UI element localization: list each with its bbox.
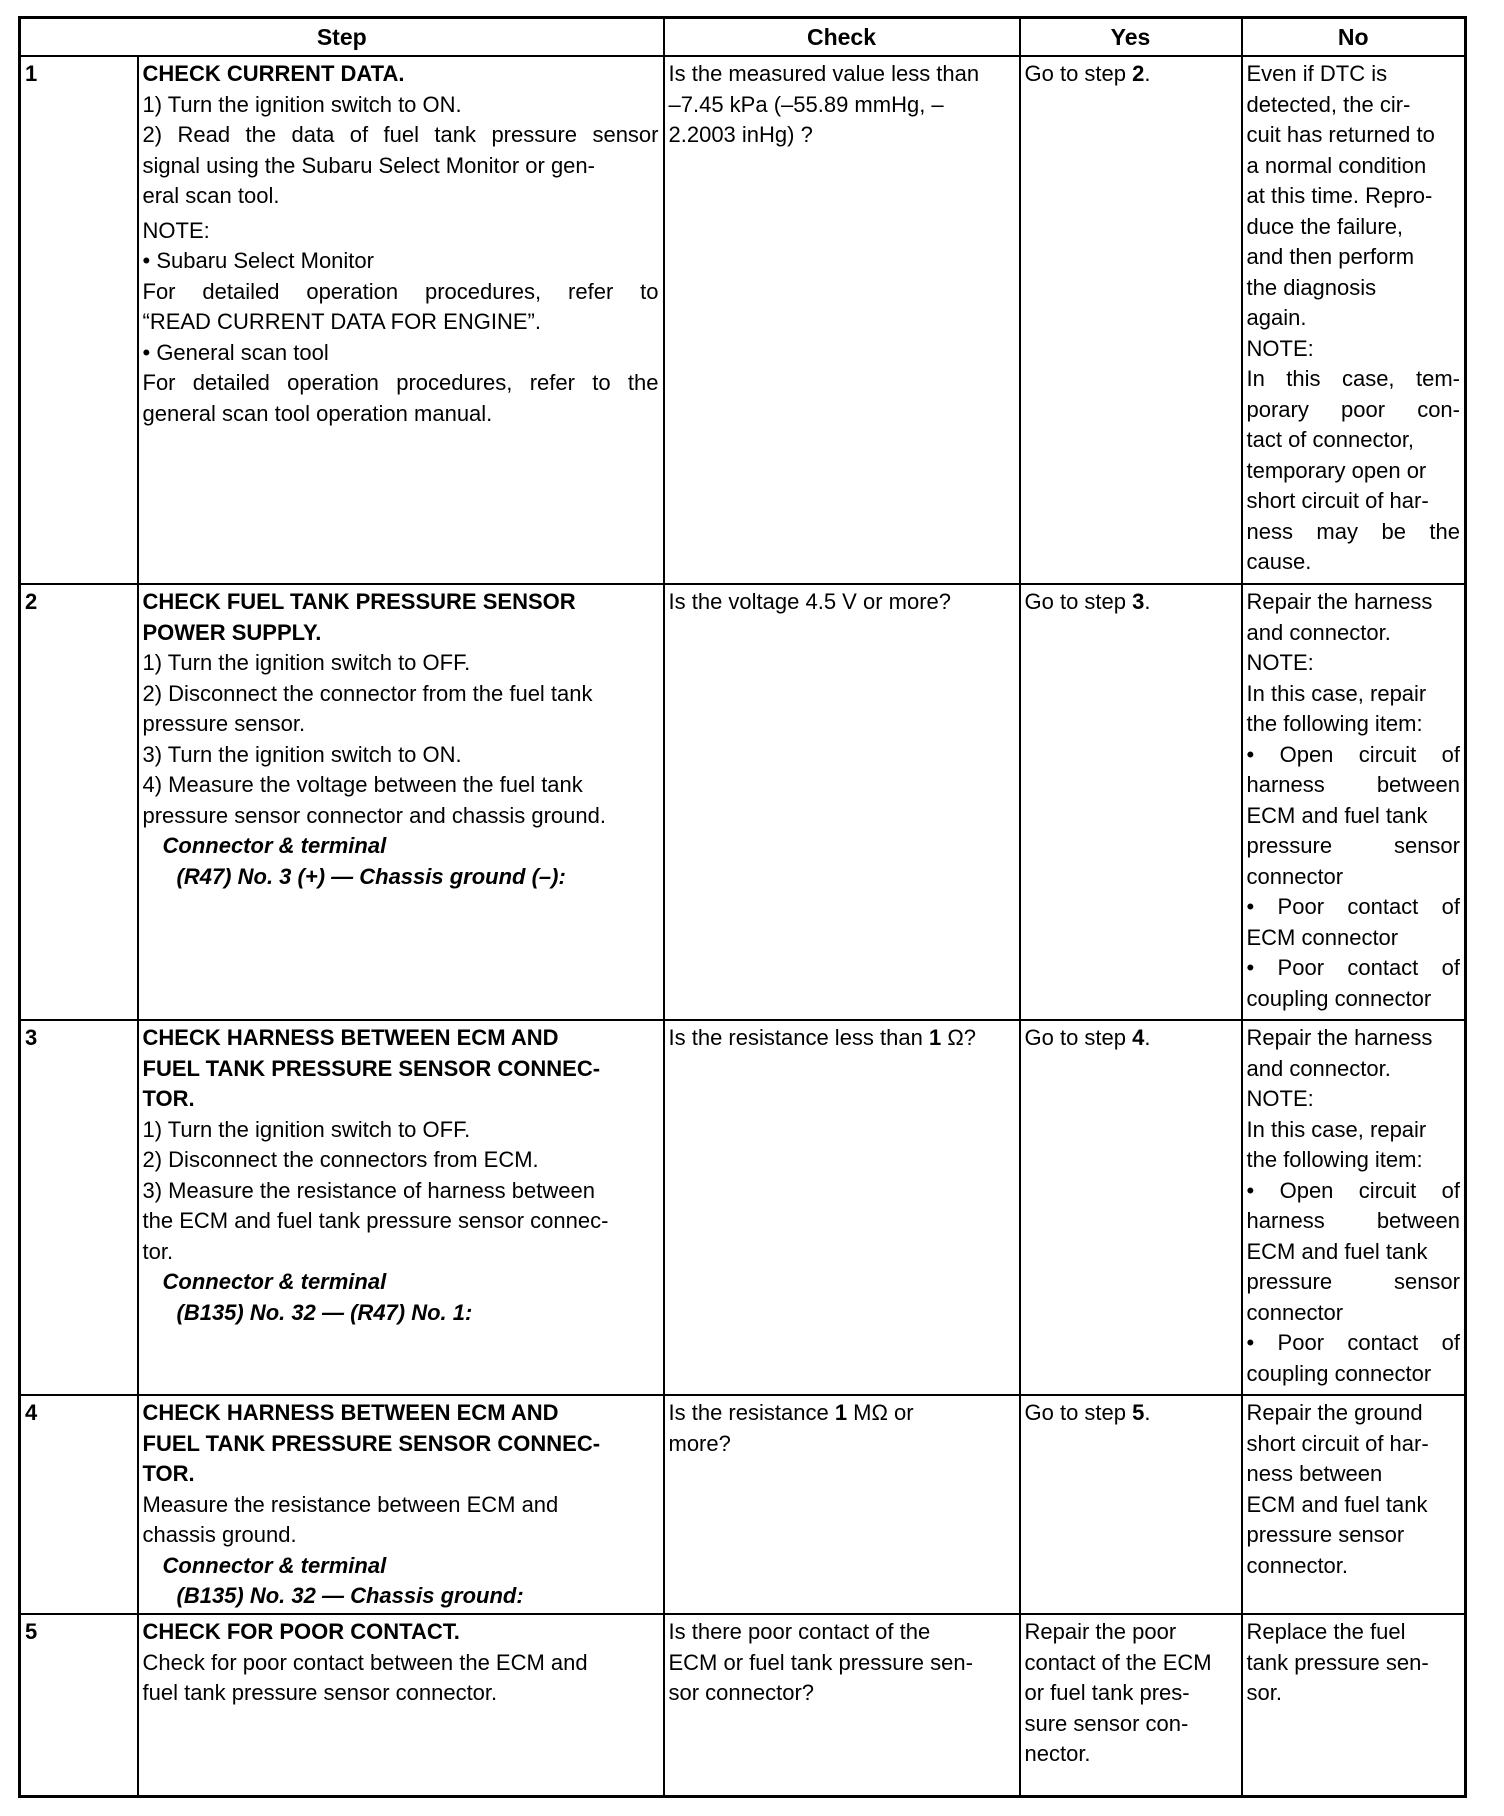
step-line: signal using the Subaru Select Monitor or gen- bbox=[142, 152, 595, 178]
no-note-line: ness may be the bbox=[1246, 518, 1460, 544]
check-line: sor connector? bbox=[668, 1680, 815, 1705]
step-line: tor. bbox=[142, 1238, 174, 1264]
step-line: 2) Disconnect the connectors from ECM. bbox=[142, 1147, 539, 1172]
check-cell bbox=[664, 584, 1020, 1020]
terminal-label: Connector & terminal bbox=[162, 1269, 387, 1294]
step-line: 1) Turn the ignition switch to OFF. bbox=[142, 650, 471, 675]
check-line: Is the measured value less than bbox=[668, 61, 980, 86]
no-line: cuit has returned to bbox=[1246, 122, 1435, 147]
check-suffix: Ω? bbox=[941, 1025, 977, 1050]
no-line: Repair the ground bbox=[1246, 1400, 1423, 1425]
no-line: ECM and fuel tank bbox=[1246, 1491, 1428, 1517]
terminal-spec: (B135) No. 32 — (R47) No. 1: bbox=[176, 1299, 473, 1325]
yes-line: or fuel tank pres- bbox=[1024, 1680, 1190, 1705]
no-note-label: NOTE: bbox=[1246, 335, 1314, 361]
table-row-step-2 bbox=[20, 584, 1466, 1020]
header-no: No bbox=[1242, 18, 1466, 57]
no-note-line: harness between bbox=[1246, 772, 1460, 797]
check-line: 2.2003 inHg) ? bbox=[668, 122, 813, 147]
no-note-line: In this case, repair bbox=[1246, 680, 1427, 706]
no-line: short circuit of har- bbox=[1246, 1430, 1429, 1456]
step-title: FUEL TANK PRESSURE SENSOR CONNEC- bbox=[142, 1055, 601, 1081]
step-line: 2) Read the data of fuel tank pressure sensor bbox=[142, 122, 659, 147]
no-note-line: temporary open or bbox=[1246, 457, 1427, 483]
no-note-line: pressure sensor bbox=[1246, 833, 1460, 858]
table-row-step-1 bbox=[20, 56, 1466, 584]
no-note-line: connector bbox=[1246, 863, 1344, 889]
yes-suffix: . bbox=[1144, 1400, 1151, 1425]
step-line: 2) Disconnect the connector from the fuel tank bbox=[142, 680, 593, 706]
note-line: general scan tool operation manual. bbox=[142, 400, 493, 426]
check-line: Is there poor contact of the bbox=[668, 1619, 931, 1644]
no-line: ness between bbox=[1246, 1461, 1383, 1486]
no-note-label: NOTE: bbox=[1246, 1086, 1314, 1111]
check-cell bbox=[664, 1020, 1020, 1395]
terminal-spec: (R47) No. 3 (+) — Chassis ground (–): bbox=[176, 863, 566, 889]
no-note-line: the following item: bbox=[1246, 1147, 1423, 1172]
yes-cell bbox=[1020, 1020, 1242, 1395]
no-note-line: harness between bbox=[1246, 1208, 1460, 1233]
no-line: and then perform bbox=[1246, 244, 1415, 269]
header-check: Check bbox=[664, 18, 1020, 57]
yes-prefix: Go to step bbox=[1024, 1400, 1133, 1425]
step-line: 1) Turn the ignition switch to ON. bbox=[142, 91, 462, 117]
note-line: “READ CURRENT DATA FOR ENGINE”. bbox=[142, 309, 541, 334]
no-note-line: ECM connector bbox=[1246, 924, 1399, 950]
no-line: pressure sensor bbox=[1246, 1522, 1405, 1547]
no-note-line: ECM and fuel tank bbox=[1246, 802, 1428, 828]
no-line: Repair the harness bbox=[1246, 1025, 1433, 1050]
step-line: 3) Measure the resistance of harness between bbox=[142, 1177, 595, 1203]
step-number: 3 bbox=[20, 1020, 138, 1395]
step-number: 1 bbox=[20, 56, 138, 584]
no-line: Replace the fuel bbox=[1246, 1619, 1406, 1644]
step-title: TOR. bbox=[142, 1461, 195, 1486]
no-note-line: short circuit of har- bbox=[1246, 488, 1429, 513]
yes-step-link[interactable]: 3 bbox=[1132, 589, 1145, 614]
step-line: 1) Turn the ignition switch to OFF. bbox=[142, 1116, 471, 1142]
yes-suffix: . bbox=[1144, 589, 1151, 614]
check-prefix: Is the resistance less than bbox=[668, 1025, 929, 1050]
check-value: 1 bbox=[928, 1025, 942, 1050]
yes-suffix: . bbox=[1144, 1025, 1151, 1050]
yes-line: nector. bbox=[1024, 1741, 1091, 1766]
yes-step-link[interactable]: 2 bbox=[1132, 61, 1145, 86]
no-line: sor. bbox=[1246, 1680, 1282, 1705]
terminal-label: Connector & terminal bbox=[162, 833, 387, 858]
header-step: Step bbox=[20, 18, 664, 57]
step-title: CHECK FUEL TANK PRESSURE SENSOR bbox=[142, 589, 576, 614]
no-note-line: • Poor contact of bbox=[1246, 894, 1460, 919]
no-line: connector. bbox=[1246, 1552, 1349, 1578]
no-note-line: • Poor contact of bbox=[1246, 1330, 1460, 1355]
no-line: duce the failure, bbox=[1246, 213, 1404, 239]
no-note-line: In this case, repair bbox=[1246, 1116, 1427, 1142]
yes-suffix: . bbox=[1144, 61, 1151, 86]
step-description bbox=[138, 1020, 664, 1395]
step-number: 4 bbox=[20, 1395, 138, 1614]
no-note-line: the following item: bbox=[1246, 711, 1423, 736]
no-note-line: • Open circuit of bbox=[1246, 1177, 1460, 1203]
yes-step-link[interactable]: 5 bbox=[1132, 1400, 1145, 1425]
no-cell bbox=[1242, 1614, 1466, 1797]
step-number: 5 bbox=[20, 1614, 138, 1797]
check-cell bbox=[664, 1395, 1020, 1614]
no-note-line: pressure sensor bbox=[1246, 1269, 1460, 1294]
no-line: and connector. bbox=[1246, 1055, 1391, 1081]
terminal-label: Connector & terminal bbox=[162, 1552, 387, 1578]
no-note-line: In this case, tem- bbox=[1246, 366, 1460, 391]
terminal-spec: (B135) No. 32 — Chassis ground: bbox=[176, 1583, 524, 1608]
no-note-line: connector bbox=[1246, 1299, 1344, 1325]
step-line: eral scan tool. bbox=[142, 183, 280, 208]
step-title: CHECK HARNESS BETWEEN ECM AND bbox=[142, 1400, 559, 1425]
table-row-step-4 bbox=[20, 1395, 1466, 1614]
no-line: at this time. Repro- bbox=[1246, 183, 1433, 208]
no-note-line: tact of connector, bbox=[1246, 427, 1415, 452]
note-line: • General scan tool bbox=[142, 339, 329, 365]
step-line: pressure sensor connector and chassis ground. bbox=[142, 802, 606, 828]
diagnostic-table bbox=[18, 16, 1467, 1798]
no-line: tank pressure sen- bbox=[1246, 1649, 1429, 1675]
step-number: 2 bbox=[20, 584, 138, 1020]
check-prefix: Is the resistance bbox=[668, 1400, 835, 1425]
yes-line: Repair the poor bbox=[1024, 1619, 1177, 1644]
no-note-line: coupling connector bbox=[1246, 1360, 1432, 1386]
check-value: 1 bbox=[834, 1400, 848, 1425]
step-description bbox=[138, 584, 664, 1020]
yes-step-link[interactable]: 4 bbox=[1132, 1025, 1145, 1050]
no-cell bbox=[1242, 1020, 1466, 1395]
no-cell bbox=[1242, 1395, 1466, 1614]
step-line: 4) Measure the voltage between the fuel tank bbox=[142, 772, 583, 797]
no-note-label: NOTE: bbox=[1246, 650, 1314, 675]
no-line: and connector. bbox=[1246, 619, 1391, 645]
check-line: more? bbox=[668, 1430, 731, 1456]
step-title: CHECK HARNESS BETWEEN ECM AND bbox=[142, 1025, 559, 1050]
yes-prefix: Go to step bbox=[1024, 61, 1133, 86]
no-note-line: cause. bbox=[1246, 549, 1312, 574]
step-title: CHECK CURRENT DATA. bbox=[142, 61, 405, 86]
step-title: FUEL TANK PRESSURE SENSOR CONNEC- bbox=[142, 1430, 601, 1456]
header-yes: Yes bbox=[1020, 18, 1242, 57]
note-label: NOTE: bbox=[142, 217, 210, 243]
step-description bbox=[138, 56, 664, 584]
note-line: For detailed operation procedures, refer to bbox=[142, 278, 659, 304]
step-description bbox=[138, 1614, 664, 1797]
step-line: 3) Turn the ignition switch to ON. bbox=[142, 741, 462, 767]
yes-cell bbox=[1020, 584, 1242, 1020]
yes-cell bbox=[1020, 1614, 1242, 1797]
yes-cell bbox=[1020, 1395, 1242, 1614]
check-cell bbox=[664, 1614, 1020, 1797]
step-line: Check for poor contact between the ECM and bbox=[142, 1649, 588, 1675]
yes-prefix: Go to step bbox=[1024, 1025, 1133, 1050]
check-cell bbox=[664, 56, 1020, 584]
step-title: TOR. bbox=[142, 1086, 195, 1111]
no-line: Even if DTC is bbox=[1246, 61, 1388, 86]
no-note-line: ECM and fuel tank bbox=[1246, 1238, 1428, 1264]
table-header-row bbox=[20, 18, 1466, 57]
check-line: Is the voltage 4.5 V or more? bbox=[668, 589, 951, 614]
no-cell bbox=[1242, 56, 1466, 584]
step-line: Measure the resistance between ECM and bbox=[142, 1491, 559, 1517]
no-note-line: porary poor con- bbox=[1246, 396, 1460, 422]
no-line: a normal condition bbox=[1246, 152, 1427, 178]
yes-line: contact of the ECM bbox=[1024, 1649, 1212, 1675]
no-note-line: • Open circuit of bbox=[1246, 741, 1460, 767]
step-description bbox=[138, 1395, 664, 1614]
check-suffix: MΩ or bbox=[847, 1400, 914, 1425]
yes-line: sure sensor con- bbox=[1024, 1710, 1189, 1736]
no-line: the diagnosis bbox=[1246, 274, 1377, 300]
no-line: again. bbox=[1246, 305, 1307, 330]
step-line: chassis ground. bbox=[142, 1522, 297, 1547]
step-line: the ECM and fuel tank pressure sensor connec- bbox=[142, 1208, 609, 1233]
check-line: ECM or fuel tank pressure sen- bbox=[668, 1649, 973, 1675]
no-cell bbox=[1242, 584, 1466, 1020]
step-title: CHECK FOR POOR CONTACT. bbox=[142, 1619, 460, 1644]
no-line: Repair the harness bbox=[1246, 589, 1433, 614]
yes-prefix: Go to step bbox=[1024, 589, 1133, 614]
step-line: pressure sensor. bbox=[142, 711, 306, 736]
no-line: detected, the cir- bbox=[1246, 91, 1411, 117]
yes-cell bbox=[1020, 56, 1242, 584]
table-row-step-3 bbox=[20, 1020, 1466, 1395]
no-note-line: • Poor contact of bbox=[1246, 955, 1460, 980]
step-line: fuel tank pressure sensor connector. bbox=[142, 1680, 498, 1705]
note-line: • Subaru Select Monitor bbox=[142, 248, 374, 273]
check-line: –7.45 kPa (–55.89 mmHg, – bbox=[668, 91, 944, 117]
table-row-step-5 bbox=[20, 1614, 1466, 1797]
step-title: POWER SUPPLY. bbox=[142, 619, 322, 645]
note-line: For detailed operation procedures, refer to the bbox=[142, 370, 659, 395]
no-note-line: coupling connector bbox=[1246, 985, 1432, 1011]
